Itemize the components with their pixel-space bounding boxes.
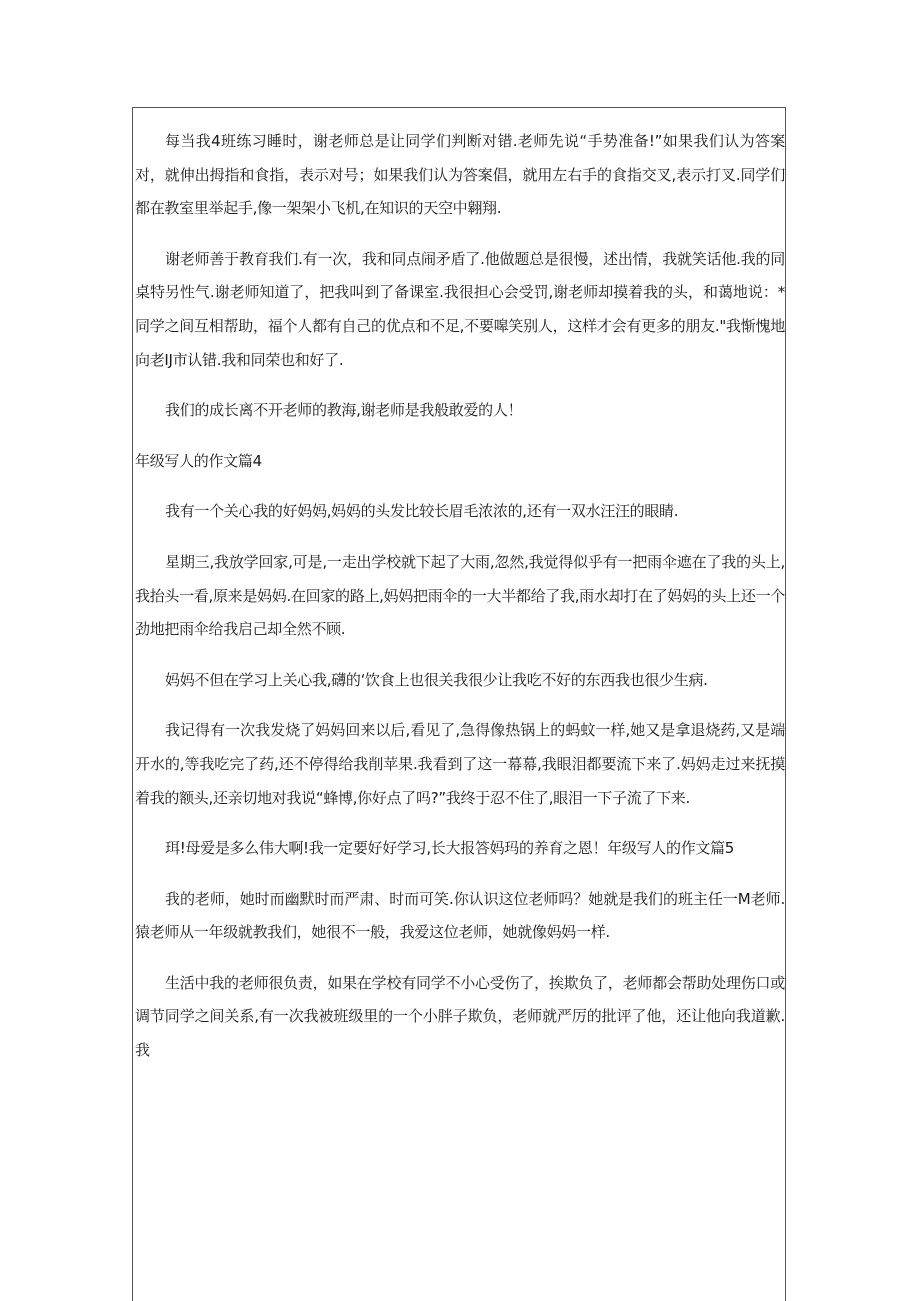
section-heading: 年级写人的作文篇4 (135, 451, 262, 470)
paragraph-3: 我们的成长离不开老师的教海,谢老师是我般敢爱的人！ (165, 401, 523, 420)
document-body (135, 125, 785, 1068)
paragraph-8: 珥!母爱是多么伟大啊!我一定要好好学习,长大报答妈玛的养育之恩！年级写人的作文篇5 (165, 839, 735, 858)
paragraph-1: 每当我4班练习睡时，谢老师总是让同学们判断对错.老师先说“手势准备!”如果我们认为答案对，就伸出拇指和食指，表示对号；如果我们认为答案倡，就用左右手的食指交叉,表示打叉.同学们都在教室里举起手,像一架架小飞机,在知识的天空中翱翔. (135, 132, 785, 218)
paragraph-4: 我有一个关心我的好妈妈,妈妈的头发比较长眉毛浓浓的,还有一双水汪汪的眼睛. (165, 502, 679, 521)
paragraph-7: 我记得有一次我发烧了妈妈回来以后,看见了,急得像热锅上的蚂蚊一样,她又是拿退烧药,又是端开水的,等我吃完了药,还不停得给我削苹果.我看到了这一幕幕,我眼泪都要流下来了.妈妈走过来抚摸着我的额头,还亲切地对我说“蜂博,你好点了吗?”我终于忍不住了,眼泪一下子流了下来. (135, 721, 785, 807)
paragraph-10: 生活中我的老师很负责，如果在学校有同学不小心受伤了，挨欺负了，老师都会帮助处理伤口或调节同学之间关系,有一次我被班级里的一个小胖子欺负，老师就严厉的批评了他，还让他向我道歉.我 (135, 973, 785, 1060)
paragraph-6: 妈妈不但在学习上关心我,礴的‘饮食上也很关我很少让我吃不好的东西我也很少生病. (165, 670, 708, 689)
paragraph-9: 我的老师，她时而幽默时而严肃、时而可笑.你认识这位老师吗？她就是我们的班主任一M老师.猿老师从一年级就教我们，她很不一般，我爱这位老师，她就像妈妈一样. (135, 889, 785, 942)
paragraph-5: 星期三,我放学回家,可是,一走出学校就下起了大雨,忽然,我觉得似乎有一把雨伞遮在了我的头上,我抬头一看,原来是妈妈.在回家的路上,妈妈把雨伞的一大半都给了我,雨水却打在了妈妈的头上还一个劲地把雨伞给我启己却全然不顾. (135, 552, 785, 639)
paragraph-2: 谢老师善于教育我们.有一次，我和同点闹矛盾了.他做题总是很慢，述出情，我就笑话他.我的同桌特另性气.谢老师知道了，把我叫到了备课室.我很担心会受罚,谢老师却摸着我的头，和蔼地说：*同学之间互相帮助，福个人都有自己的优点和不足,不要嗥笑别人，这样才会有更多的朋友."我惭愧地向老IJ市认错.我和同荣也和好了. (135, 249, 785, 369)
